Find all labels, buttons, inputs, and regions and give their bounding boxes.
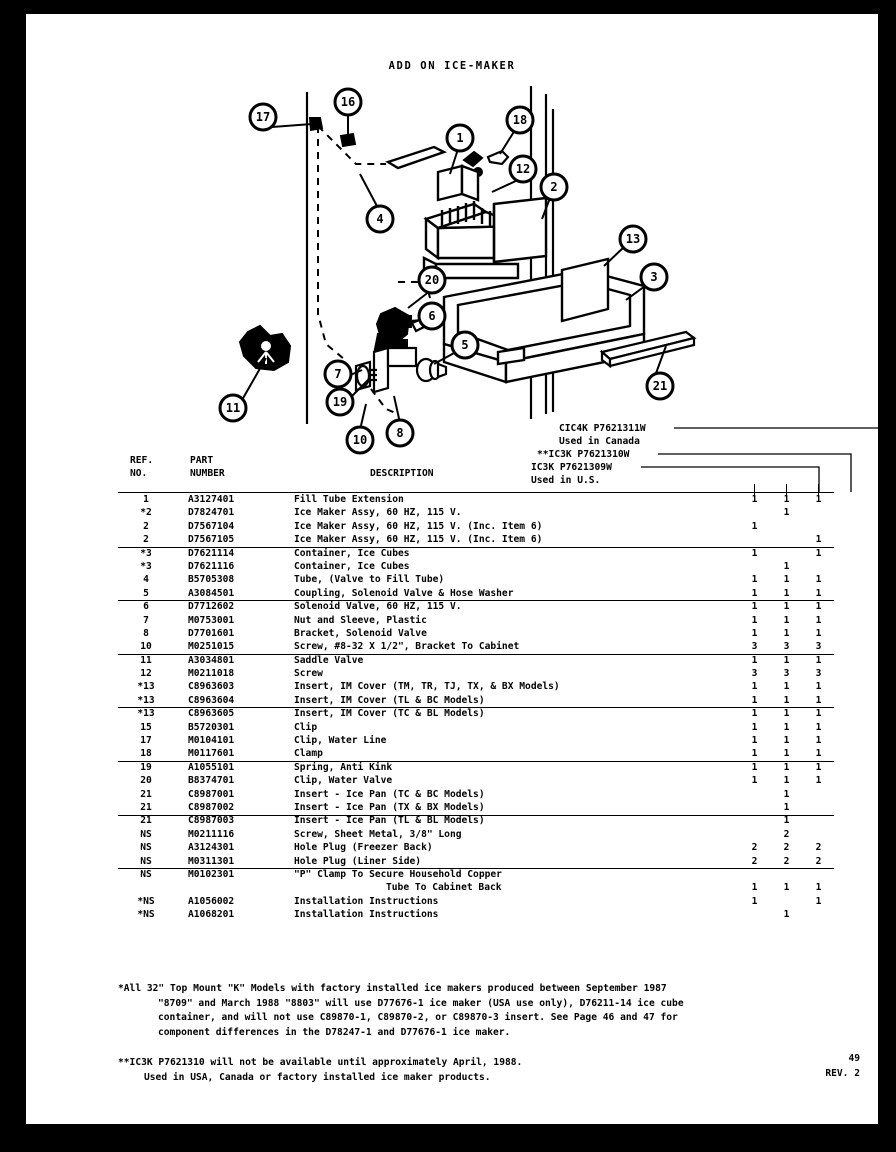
cell-qty-col1: 3 bbox=[751, 668, 758, 680]
cell-description: Installation Instructions bbox=[294, 895, 439, 907]
table-rule-top bbox=[118, 492, 834, 493]
cell-ref-no: 12 bbox=[140, 668, 152, 680]
cell-qty-col3: 1 bbox=[815, 708, 822, 720]
cell-part-number: D7621116 bbox=[188, 560, 235, 572]
cell-qty-col1: 1 bbox=[751, 627, 758, 639]
cell-qty-col3: 1 bbox=[815, 547, 822, 559]
cell-qty-col3: 1 bbox=[815, 761, 822, 773]
table-row bbox=[118, 802, 878, 815]
page-number: 49 bbox=[848, 1053, 860, 1064]
cell-ref-no: *3 bbox=[140, 547, 152, 559]
cell-ref-no: *3 bbox=[140, 560, 152, 572]
cell-qty-col2: 1 bbox=[783, 761, 790, 773]
header-ref: REF. bbox=[130, 455, 154, 466]
cell-qty-col2: 1 bbox=[783, 560, 790, 572]
cell-description: Insert - Ice Pan (TC & BC Models) bbox=[294, 788, 485, 800]
model-label-ic3k-1309: IC3K P7621309W bbox=[531, 462, 612, 473]
cell-qty-col1: 1 bbox=[751, 694, 758, 706]
cell-qty-col3: 1 bbox=[815, 895, 822, 907]
callout-19 bbox=[327, 389, 353, 415]
cell-ref-no: 2 bbox=[143, 520, 149, 532]
cell-qty-col2: 1 bbox=[783, 507, 790, 519]
table-row bbox=[118, 735, 878, 748]
cell-part-number: M0311301 bbox=[188, 855, 235, 867]
svg-text:1: 1 bbox=[456, 131, 464, 145]
cell-description: Nut and Sleeve, Plastic bbox=[294, 614, 427, 626]
cell-description: Screw bbox=[294, 668, 323, 680]
table-row bbox=[118, 829, 878, 842]
table-row bbox=[118, 681, 878, 694]
cell-qty-col1: 3 bbox=[751, 641, 758, 653]
callout-7 bbox=[325, 361, 351, 387]
cell-qty-col3: 1 bbox=[815, 721, 822, 733]
cell-part-number: A1055101 bbox=[188, 761, 235, 773]
cell-description: Insert - Ice Pan (TL & BL Models) bbox=[294, 815, 485, 827]
cell-ref-no: *13 bbox=[137, 694, 155, 706]
cell-part-number: D7712602 bbox=[188, 601, 235, 613]
cell-description: Coupling, Solenoid Valve & Hose Washer bbox=[294, 587, 514, 599]
cell-description: Insert, IM Cover (TC & BL Models) bbox=[294, 708, 485, 720]
table-row bbox=[118, 722, 878, 735]
cell-ref-no: *NS bbox=[137, 909, 155, 921]
cell-qty-col2: 2 bbox=[783, 828, 790, 840]
cell-ref-no: 11 bbox=[140, 654, 152, 666]
table-row bbox=[118, 507, 878, 520]
cell-ref-no: 2 bbox=[143, 534, 149, 546]
cell-qty-col2: 1 bbox=[783, 801, 790, 813]
cell-qty-col2: 1 bbox=[783, 721, 790, 733]
header-no: NO. bbox=[130, 468, 148, 479]
svg-text:13: 13 bbox=[625, 232, 641, 246]
cell-part-number: M0102301 bbox=[188, 868, 235, 880]
header-part: PART bbox=[190, 455, 214, 466]
cell-qty-col3: 1 bbox=[815, 534, 822, 546]
model-label-cic4k: CIC4K P7621311W bbox=[559, 423, 646, 434]
callout-17 bbox=[250, 104, 276, 130]
cell-qty-col1: 1 bbox=[751, 494, 758, 505]
cell-part-number: B5705308 bbox=[188, 574, 235, 586]
cell-description: Ice Maker Assy, 60 HZ, 115 V. (Inc. Item 6) bbox=[294, 534, 543, 546]
table-row bbox=[118, 708, 878, 721]
cell-ref-no: *2 bbox=[140, 507, 152, 519]
cell-part-number: B5720301 bbox=[188, 721, 235, 733]
cell-qty-col1: 1 bbox=[751, 574, 758, 586]
cell-description: Container, Ice Cubes bbox=[294, 560, 410, 572]
cell-part-number: A3124301 bbox=[188, 842, 235, 854]
cell-qty-col2: 2 bbox=[783, 842, 790, 854]
model-label-canada: Used in Canada bbox=[559, 436, 640, 447]
cell-description: Hole Plug (Liner Side) bbox=[294, 855, 422, 867]
cell-description: Screw, #8-32 X 1/2", Bracket To Cabinet bbox=[294, 641, 520, 653]
cell-part-number: M0753001 bbox=[188, 614, 235, 626]
table-row bbox=[118, 909, 878, 922]
callout-18 bbox=[507, 107, 533, 133]
cell-description: Ice Maker Assy, 60 HZ, 115 V. (Inc. Item 6) bbox=[294, 520, 543, 532]
cell-part-number: A3034801 bbox=[188, 654, 235, 666]
cell-description: Fill Tube Extension bbox=[294, 494, 404, 505]
table-row bbox=[118, 869, 878, 882]
footnote1-line4: component differences in the D78247-1 and D77676-1 ice maker. bbox=[158, 1026, 511, 1038]
cell-part-number: A3127401 bbox=[188, 494, 235, 505]
cell-qty-col3: 1 bbox=[815, 681, 822, 693]
model-label-ic3k-1310: **IC3K P7621310W bbox=[537, 449, 630, 460]
callout-12 bbox=[510, 156, 536, 182]
cell-description: Ice Maker Assy, 60 HZ, 115 V. bbox=[294, 507, 462, 519]
cell-ref-no: 18 bbox=[140, 748, 152, 760]
cell-qty-col3: 1 bbox=[815, 735, 822, 747]
revision-label: REV. 2 bbox=[825, 1067, 860, 1079]
cell-ref-no: *13 bbox=[137, 681, 155, 693]
cell-qty-col1: 1 bbox=[751, 748, 758, 760]
svg-text:2: 2 bbox=[550, 180, 558, 194]
svg-text:12: 12 bbox=[515, 162, 531, 176]
cell-qty-col3: 1 bbox=[815, 574, 822, 586]
cell-description: Clip, Water Valve bbox=[294, 775, 393, 787]
callout-11 bbox=[220, 395, 246, 421]
cell-qty-col2: 1 bbox=[783, 494, 790, 505]
cell-qty-col2: 3 bbox=[783, 641, 790, 653]
cell-part-number: C8963604 bbox=[188, 694, 235, 706]
table-row bbox=[118, 628, 878, 641]
cell-description: Insert, IM Cover (TL & BC Models) bbox=[294, 694, 485, 706]
cell-ref-no: *NS bbox=[137, 895, 155, 907]
cell-description: Saddle Valve bbox=[294, 654, 364, 666]
cell-qty-col3: 1 bbox=[815, 494, 822, 505]
svg-text:3: 3 bbox=[650, 270, 658, 284]
header-number: NUMBER bbox=[190, 468, 225, 479]
cell-ref-no: 1 bbox=[143, 494, 149, 505]
cell-description: Screw, Sheet Metal, 3/8" Long bbox=[294, 828, 462, 840]
svg-text:11: 11 bbox=[225, 401, 241, 415]
cell-part-number: M0211018 bbox=[188, 668, 235, 680]
diagram-title: ADD ON ICE-MAKER bbox=[388, 60, 516, 72]
cell-part-number: A1068201 bbox=[188, 909, 235, 921]
table-row bbox=[118, 882, 878, 895]
cell-qty-col2: 3 bbox=[783, 668, 790, 680]
header-description: DESCRIPTION bbox=[370, 468, 434, 479]
cell-qty-col1: 1 bbox=[751, 614, 758, 626]
cell-qty-col3: 1 bbox=[815, 775, 822, 787]
svg-text:18: 18 bbox=[512, 113, 528, 127]
cell-part-number: C8987001 bbox=[188, 788, 235, 800]
cell-description: Clip, Water Line bbox=[294, 735, 387, 747]
cell-part-number: D7824701 bbox=[188, 507, 235, 519]
cell-qty-col2: 1 bbox=[783, 735, 790, 747]
cell-qty-col2: 1 bbox=[783, 815, 790, 827]
cell-part-number: M0117601 bbox=[188, 748, 235, 760]
cell-description: Spring, Anti Kink bbox=[294, 761, 393, 773]
table-row bbox=[118, 789, 878, 802]
cell-qty-col3: 3 bbox=[815, 668, 822, 680]
cell-qty-col3: 1 bbox=[815, 748, 822, 760]
table-row bbox=[118, 748, 878, 761]
cell-qty-col2: 1 bbox=[783, 694, 790, 706]
cell-part-number: A3084501 bbox=[188, 587, 235, 599]
cell-qty-col3: 1 bbox=[815, 587, 822, 599]
svg-text:5: 5 bbox=[461, 338, 469, 352]
footnote2-line2: Used in USA, Canada or factory installed ice maker products. bbox=[144, 1071, 491, 1083]
cell-qty-col3: 1 bbox=[815, 882, 822, 894]
cell-description: Solenoid Valve, 60 HZ, 115 V. bbox=[294, 601, 462, 613]
cell-part-number: M0104101 bbox=[188, 735, 235, 747]
callout-16 bbox=[335, 89, 361, 115]
qty-column-leader bbox=[754, 484, 755, 498]
cell-qty-col1: 1 bbox=[751, 882, 758, 894]
cell-part-number: C8963603 bbox=[188, 681, 235, 693]
cell-description: Insert - Ice Pan (TX & BX Models) bbox=[294, 801, 485, 813]
cell-qty-col1: 2 bbox=[751, 855, 758, 867]
callout-20 bbox=[419, 267, 445, 293]
cell-description: Tube, (Valve to Fill Tube) bbox=[294, 574, 445, 586]
cell-description: Bracket, Solenoid Valve bbox=[294, 627, 427, 639]
cell-ref-no: NS bbox=[140, 828, 152, 840]
cell-part-number: C8987003 bbox=[188, 815, 235, 827]
cell-ref-no: 8 bbox=[143, 627, 149, 639]
cell-qty-col3: 1 bbox=[815, 654, 822, 666]
svg-text:6: 6 bbox=[428, 309, 436, 323]
cell-qty-col2: 1 bbox=[783, 708, 790, 720]
table-body bbox=[118, 494, 878, 923]
svg-text:17: 17 bbox=[255, 110, 271, 124]
callout-21 bbox=[647, 373, 673, 399]
svg-text:7: 7 bbox=[334, 367, 342, 381]
cell-description: Hole Plug (Freezer Back) bbox=[294, 842, 433, 854]
cell-qty-col2: 1 bbox=[783, 587, 790, 599]
callout-3 bbox=[641, 264, 667, 290]
cell-qty-col1: 1 bbox=[751, 761, 758, 773]
table-header-row bbox=[118, 454, 878, 494]
footnotes bbox=[118, 982, 878, 1086]
model-label-us: Used in U.S. bbox=[531, 475, 601, 486]
cell-ref-no: 20 bbox=[140, 775, 152, 787]
footnote2-line1: **IC3K P7621310 will not be available until approximately April, 1988. bbox=[118, 1057, 523, 1069]
cell-ref-no: NS bbox=[140, 868, 152, 880]
callout-1 bbox=[447, 125, 473, 151]
svg-text:10: 10 bbox=[352, 433, 368, 447]
table-row bbox=[118, 521, 878, 534]
document-page bbox=[26, 14, 878, 1124]
footnote1-line2: "8709" and March 1988 "8803" will use D77676-1 ice maker (USA use only), D76211-14 ice cube bbox=[158, 997, 684, 1009]
cell-ref-no: *13 bbox=[137, 708, 155, 720]
table-row bbox=[118, 615, 878, 628]
footnote-spacer bbox=[118, 1040, 878, 1056]
cell-qty-col1: 1 bbox=[751, 587, 758, 599]
cell-part-number: D7621114 bbox=[188, 547, 235, 559]
table-row bbox=[118, 548, 878, 561]
table-row bbox=[118, 601, 878, 614]
callout-13 bbox=[620, 226, 646, 252]
cell-qty-col1: 1 bbox=[751, 601, 758, 613]
callout-10 bbox=[347, 427, 373, 453]
table-row bbox=[118, 668, 878, 681]
table-row bbox=[118, 695, 878, 708]
qty-column-leader bbox=[786, 484, 787, 498]
cell-part-number: A1056002 bbox=[188, 895, 235, 907]
cell-description: "P" Clamp To Secure Household Copper bbox=[294, 868, 502, 880]
table-row bbox=[118, 842, 878, 855]
cell-qty-col2: 1 bbox=[783, 909, 790, 921]
cell-description: Clamp bbox=[294, 748, 323, 760]
cell-qty-col3: 1 bbox=[815, 614, 822, 626]
cell-ref-no: 21 bbox=[140, 815, 152, 827]
svg-text:8: 8 bbox=[396, 426, 404, 440]
cell-qty-col2: 1 bbox=[783, 601, 790, 613]
cell-description: Tube To Cabinet Back bbox=[386, 882, 502, 894]
cell-qty-col2: 1 bbox=[783, 882, 790, 894]
cell-ref-no: 6 bbox=[143, 601, 149, 613]
cell-ref-no: NS bbox=[140, 842, 152, 854]
cell-qty-col2: 1 bbox=[783, 574, 790, 586]
cell-ref-no: 17 bbox=[140, 735, 152, 747]
cell-qty-col2: 1 bbox=[783, 627, 790, 639]
cell-qty-col2: 1 bbox=[783, 775, 790, 787]
cell-qty-col1: 1 bbox=[751, 775, 758, 787]
table-row bbox=[118, 588, 878, 601]
cell-qty-col1: 1 bbox=[751, 735, 758, 747]
cell-ref-no: 4 bbox=[143, 574, 149, 586]
table-row bbox=[118, 815, 878, 828]
table-row bbox=[118, 655, 878, 668]
cell-qty-col1: 1 bbox=[751, 520, 758, 532]
cell-qty-col2: 1 bbox=[783, 654, 790, 666]
cell-qty-col1: 1 bbox=[751, 547, 758, 559]
cell-qty-col3: 1 bbox=[815, 601, 822, 613]
cell-description: Insert, IM Cover (TM, TR, TJ, TX, & BX Models) bbox=[294, 681, 560, 693]
cell-qty-col3: 2 bbox=[815, 855, 822, 867]
callout-5 bbox=[452, 332, 478, 358]
qty-column-leader bbox=[818, 484, 819, 498]
cell-qty-col1: 1 bbox=[751, 681, 758, 693]
table-row bbox=[118, 561, 878, 574]
scan-bottom-edge bbox=[0, 1128, 896, 1152]
parts-table bbox=[118, 454, 878, 923]
cell-qty-col2: 1 bbox=[783, 748, 790, 760]
callout-4 bbox=[367, 206, 393, 232]
cell-part-number: M0251015 bbox=[188, 641, 235, 653]
cell-description: Container, Ice Cubes bbox=[294, 547, 410, 559]
table-row bbox=[118, 534, 878, 547]
svg-text:20: 20 bbox=[424, 273, 440, 287]
cell-ref-no: 10 bbox=[140, 641, 152, 653]
cell-ref-no: 21 bbox=[140, 801, 152, 813]
cell-description: Installation Instructions bbox=[294, 909, 439, 921]
svg-text:19: 19 bbox=[332, 395, 348, 409]
cell-qty-col1: 1 bbox=[751, 895, 758, 907]
table-row bbox=[118, 856, 878, 869]
cell-ref-no: 19 bbox=[140, 761, 152, 773]
table-row bbox=[118, 775, 878, 788]
callout-2 bbox=[541, 174, 567, 200]
cell-part-number: C8987002 bbox=[188, 801, 235, 813]
cell-qty-col2: 1 bbox=[783, 788, 790, 800]
cell-ref-no: NS bbox=[140, 855, 152, 867]
cell-qty-col3: 1 bbox=[815, 627, 822, 639]
cell-qty-col1: 1 bbox=[751, 654, 758, 666]
cell-qty-col3: 2 bbox=[815, 842, 822, 854]
cell-part-number: B8374701 bbox=[188, 775, 235, 787]
cell-qty-col3: 1 bbox=[815, 694, 822, 706]
cell-qty-col1: 2 bbox=[751, 842, 758, 854]
table-row bbox=[118, 896, 878, 909]
cell-part-number: D7567104 bbox=[188, 520, 235, 532]
callout-8 bbox=[387, 420, 413, 446]
cell-qty-col2: 1 bbox=[783, 681, 790, 693]
footnote1-line3: container, and will not use C89870-1, C89870-2, or C89870-3 insert. See Page 46 and 47 for bbox=[158, 1012, 678, 1024]
cell-qty-col3: 3 bbox=[815, 641, 822, 653]
cell-part-number: M0211116 bbox=[188, 828, 235, 840]
svg-text:4: 4 bbox=[376, 212, 384, 226]
cell-qty-col2: 1 bbox=[783, 614, 790, 626]
cell-qty-col2: 2 bbox=[783, 855, 790, 867]
table-row bbox=[118, 641, 878, 654]
cell-ref-no: 21 bbox=[140, 788, 152, 800]
footnote1-line1: *All 32" Top Mount "K" Models with factory installed ice makers produced between September 1987 bbox=[118, 983, 667, 994]
cell-qty-col1: 1 bbox=[751, 721, 758, 733]
svg-text:21: 21 bbox=[652, 379, 668, 393]
cell-description: Clip bbox=[294, 721, 318, 733]
cell-part-number: D7567105 bbox=[188, 534, 235, 546]
svg-text:16: 16 bbox=[340, 95, 356, 109]
cell-qty-col1: 1 bbox=[751, 708, 758, 720]
callout-6 bbox=[419, 303, 445, 329]
page-footer bbox=[825, 1052, 860, 1081]
table-row bbox=[118, 574, 878, 587]
table-row bbox=[118, 762, 878, 775]
table-row bbox=[118, 494, 878, 507]
cell-ref-no: 15 bbox=[140, 721, 152, 733]
cell-part-number: C8963605 bbox=[188, 708, 235, 720]
cell-ref-no: 7 bbox=[143, 614, 149, 626]
cell-part-number: D7701601 bbox=[188, 627, 235, 639]
cell-ref-no: 5 bbox=[143, 587, 149, 599]
